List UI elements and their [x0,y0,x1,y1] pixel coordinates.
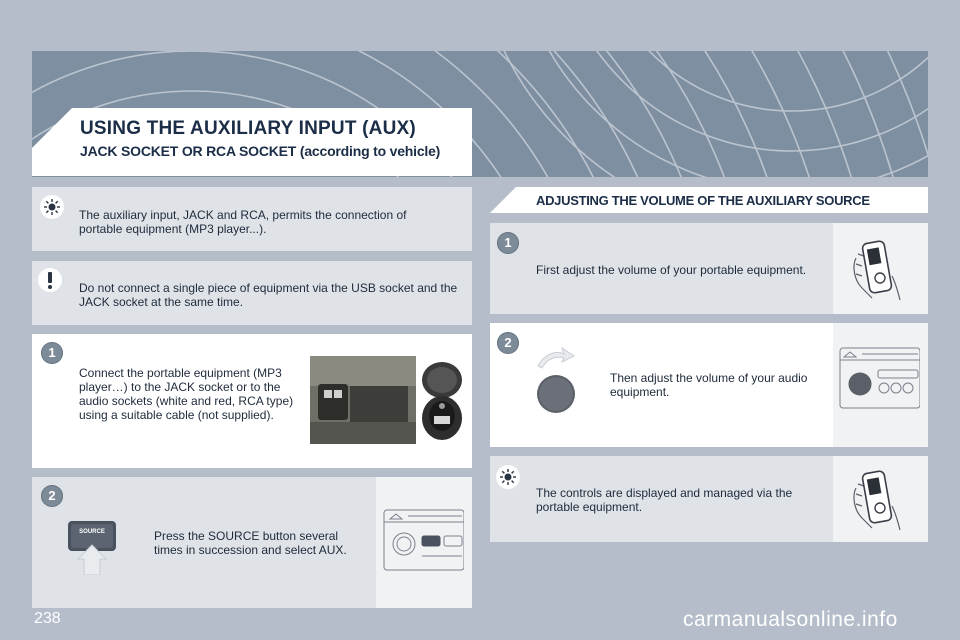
info-text: The auxiliary input, JACK and RCA, permits the connection of portable equipment (MP3 player...). [79,208,407,236]
info-badge [40,195,64,219]
source-step-text: Press the SOURCE button several times in succession and select AUX. [154,529,347,557]
connect-step-text: Connect the portable equipment (MP3 player…) to the JACK socket or to the audio sockets (white and red, RCA type) using a suitable cable (not supplied). [79,366,294,422]
section-title: ADJUSTING THE VOLUME OF THE AUXILIARY SOURCE [536,193,870,208]
arrow-up-icon [66,519,118,575]
radio-volume-illustration [838,346,920,410]
rca-socket-icon [418,358,466,442]
step-number-badge: 2 [41,485,63,507]
jack-socket-photo [310,356,416,444]
warning-badge [38,268,62,292]
controls-info-text: The controls are displayed and managed via the portable equipment. [536,486,793,514]
source-button-label: SOURCE [79,529,105,535]
page-number: 238 [34,610,61,627]
page-title: USING THE AUXILIARY INPUT (AUX) [80,118,416,139]
step-number-badge: 1 [497,232,519,254]
exclamation-icon [38,268,62,292]
page-subtitle: JACK SOCKET OR RCA SOCKET (according to vehicle) [80,143,441,159]
volume-knob-illustration [534,344,578,414]
portable-volume-text: First adjust the volume of your portable equipment. [536,263,807,277]
warning-text: Do not connect a single piece of equipment via the USB socket and the JACK socket at the same time. [79,281,458,309]
sun-icon [496,465,520,489]
step-number-badge: 1 [41,342,63,364]
source-button-illustration [66,519,118,575]
mp3-player-in-hand-icon [850,466,906,532]
step-number-badge: 2 [497,332,519,354]
watermark: carmanualsonline.info [683,608,898,631]
rotate-arrow-icon [534,344,578,414]
sun-icon [40,195,64,219]
audio-volume-text: Then adjust the volume of your audio equipment. [610,371,808,399]
mp3-player-in-hand-icon [850,236,906,302]
info-badge [496,465,520,489]
radio-unit-illustration [382,508,464,572]
